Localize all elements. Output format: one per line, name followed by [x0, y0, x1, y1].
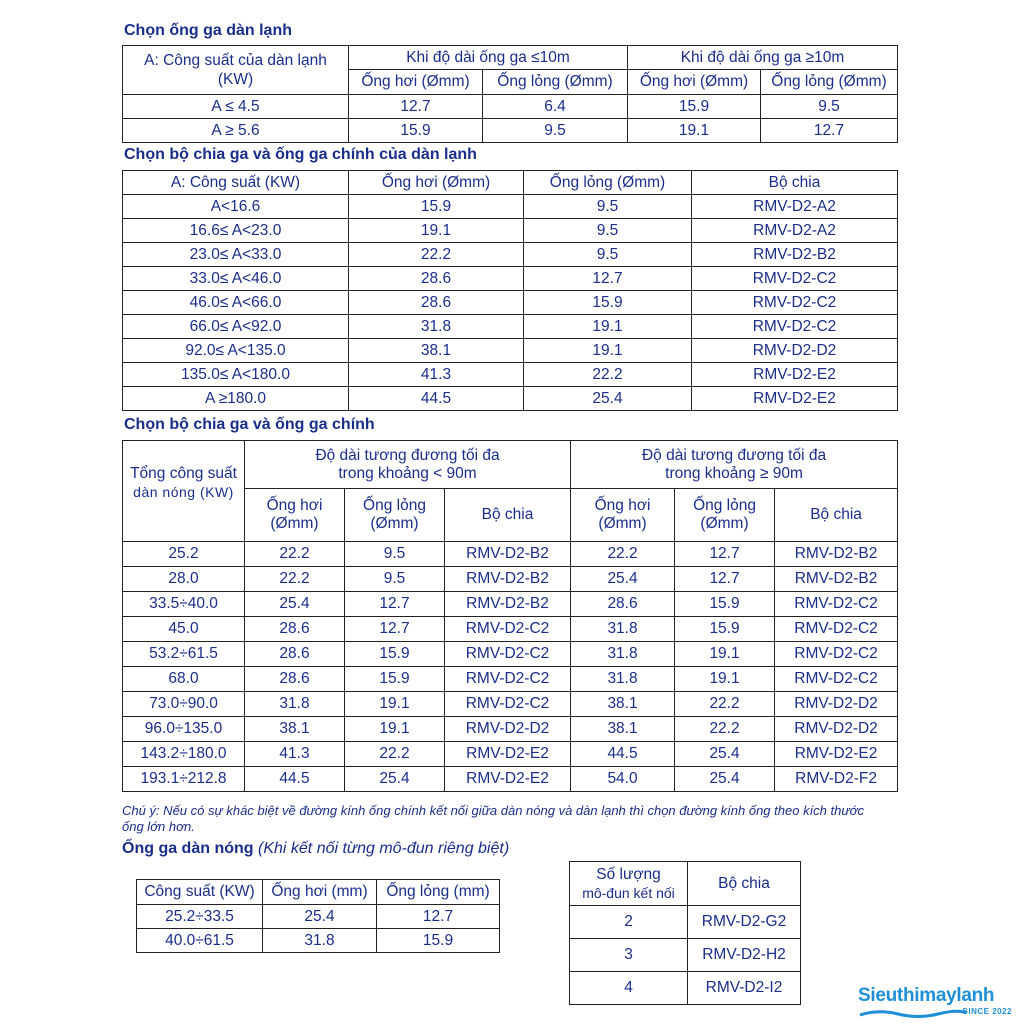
table-cell: 28.0 [123, 567, 245, 592]
table-cell: 9.5 [761, 95, 898, 119]
table-cell: RMV-D2-B2 [445, 567, 571, 592]
table-cell: 19.1 [675, 642, 775, 667]
gas-label: Ống hơi [594, 497, 651, 514]
group-a-header [245, 441, 571, 489]
table-cell: 15.9 [345, 642, 445, 667]
table-cell: 25.4 [245, 592, 345, 617]
gas-header: Ống hơi (Ømm) [349, 171, 524, 195]
section2-title: Chọn bộ chia ga và ống ga chính của dàn lạnh [124, 146, 477, 163]
table-cell: 68.0 [123, 667, 245, 692]
table-cell: RMV-D2-C2 [775, 617, 898, 642]
gas-header: Ống hơi (mm) [263, 880, 377, 905]
table-cell: RMV-D2-G2 [688, 906, 801, 939]
table-cell: 28.6 [571, 592, 675, 617]
table-cell: 45.0 [123, 617, 245, 642]
table-cell: 12.7 [349, 95, 483, 119]
table-cell: 9.5 [483, 119, 628, 143]
table-cell: 193.1÷212.8 [123, 767, 245, 792]
table-cell: 15.9 [377, 929, 500, 953]
table-cell: 4 [570, 972, 688, 1005]
table-cell: RMV-D2-E2 [445, 767, 571, 792]
table-cell: 44.5 [571, 742, 675, 767]
unit-label: (Ømm) [700, 515, 749, 532]
total-capacity-header [123, 441, 245, 542]
table-cell: RMV-D2-C2 [692, 315, 898, 339]
table-cell: 33.5÷40.0 [123, 592, 245, 617]
table-cell: RMV-D2-C2 [692, 267, 898, 291]
table-cell: 15.9 [524, 291, 692, 315]
table-cell: 92.0≤ A<135.0 [123, 339, 349, 363]
table-cell: RMV-D2-C2 [692, 291, 898, 315]
table-cell: 28.6 [349, 267, 524, 291]
liquid-header: Ống lỏng (Ømm) [483, 70, 628, 95]
table-cell: RMV-D2-E2 [775, 742, 898, 767]
table-cell: RMV-D2-E2 [692, 387, 898, 411]
group-b-header [571, 441, 898, 489]
liquid-header: Ống lỏng (Ømm) [524, 171, 692, 195]
table-cell: 12.7 [345, 617, 445, 642]
table-cell: RMV-D2-B2 [775, 567, 898, 592]
table-cell: RMV-D2-C2 [445, 692, 571, 717]
group-b-line2: trong khoảng ≥ 90m [665, 464, 803, 482]
table-cell: 19.1 [524, 339, 692, 363]
total-capacity-line2: dàn nóng (KW) [133, 484, 234, 500]
table-cell: 25.4 [345, 767, 445, 792]
table-cell: RMV-D2-I2 [688, 972, 801, 1005]
indoor-branch-table [122, 170, 898, 411]
liquid-label: Ống lỏng [693, 497, 756, 514]
module-branch-table [569, 861, 801, 1005]
table-cell: 12.7 [675, 542, 775, 567]
gas-header [571, 489, 675, 542]
liquid-label: Ống lỏng [363, 497, 426, 514]
group-b-line1: Độ dài tương đương tối đa [641, 446, 827, 464]
table-cell: RMV-D2-C2 [445, 617, 571, 642]
table-cell: RMV-D2-E2 [692, 363, 898, 387]
selection-note: Chú ý: Nếu có sự khác biệt về đường kính ống chính kết nối giữa dàn nóng và dàn lạnh thì chọn đường kính ống theo kích thước ống lớn hơn. [122, 803, 864, 834]
brand-logo-text: Sieuthimaylanh [858, 985, 995, 1006]
brand-since: SINCE 2022 [962, 1007, 1012, 1016]
table-cell: 12.7 [761, 119, 898, 143]
section4-subtitle: (Khi kết nối từng mô-đun riêng biệt) [258, 840, 510, 857]
table-cell: 19.1 [349, 219, 524, 243]
table-cell: 15.9 [675, 592, 775, 617]
table-cell: RMV-D2-A2 [692, 195, 898, 219]
gas-header [245, 489, 345, 542]
module-count-header [570, 862, 688, 906]
table-cell: 44.5 [349, 387, 524, 411]
table-cell: 31.8 [263, 929, 377, 953]
capacity-header: A: Công suất của dàn lạnh (KW) [123, 46, 349, 95]
outdoor-branch-table [122, 440, 898, 792]
table-cell: 3 [570, 939, 688, 972]
unit-label: (Ømm) [270, 515, 319, 532]
table-cell: 40.0÷61.5 [137, 929, 263, 953]
table-cell: 25.4 [263, 905, 377, 929]
table-cell: 22.2 [345, 742, 445, 767]
table-cell: 44.5 [245, 767, 345, 792]
table-cell: 41.3 [245, 742, 345, 767]
liquid-header: Ống lỏng (mm) [377, 880, 500, 905]
liquid-header [675, 489, 775, 542]
liquid-header: Ống lỏng (Ømm) [761, 70, 898, 95]
table-cell: 15.9 [349, 119, 483, 143]
module-count-line2: mô-đun kết nối [582, 884, 675, 901]
table-cell: 22.2 [245, 567, 345, 592]
group-a-line2: trong khoảng < 90m [338, 464, 477, 482]
table-cell: 96.0÷135.0 [123, 717, 245, 742]
table-cell: RMV-D2-B2 [445, 542, 571, 567]
table-cell: 66.0≤ A<92.0 [123, 315, 349, 339]
table-cell: 31.8 [571, 642, 675, 667]
table-cell: RMV-D2-C2 [445, 667, 571, 692]
table-cell: RMV-D2-B2 [692, 243, 898, 267]
total-capacity-line1: Tổng công suất [130, 465, 237, 482]
table-cell: 25.2 [123, 542, 245, 567]
table-cell: A ≤ 4.5 [123, 95, 349, 119]
table-cell: 9.5 [345, 567, 445, 592]
table-cell: RMV-D2-A2 [692, 219, 898, 243]
table-cell: 54.0 [571, 767, 675, 792]
table-cell: 23.0≤ A<33.0 [123, 243, 349, 267]
table-cell: 6.4 [483, 95, 628, 119]
table-cell: 15.9 [628, 95, 761, 119]
capacity-header: A: Công suất (KW) [123, 171, 349, 195]
table-cell: 38.1 [571, 692, 675, 717]
table-cell: 9.5 [524, 195, 692, 219]
table-cell: 31.8 [349, 315, 524, 339]
table-cell: 2 [570, 906, 688, 939]
table-cell: RMV-D2-D2 [445, 717, 571, 742]
branch-header: Bộ chia [688, 862, 801, 906]
table-cell: 9.5 [524, 243, 692, 267]
gas-header: Ống hơi (Ømm) [628, 70, 761, 95]
table-cell: 38.1 [245, 717, 345, 742]
table-cell: 15.9 [345, 667, 445, 692]
section4-title: Ống ga dàn nóng [122, 840, 254, 857]
section1-title: Chọn ống ga dàn lạnh [124, 22, 292, 39]
table-cell: 12.7 [377, 905, 500, 929]
table-cell: 25.4 [675, 742, 775, 767]
indoor-pipe-table [122, 45, 898, 143]
table-cell: RMV-D2-F2 [775, 767, 898, 792]
group-long-header: Khi độ dài ống ga ≥10m [628, 46, 898, 70]
capacity-header: Công suất (KW) [137, 880, 263, 905]
table-cell: 19.1 [345, 717, 445, 742]
table-cell: 15.9 [349, 195, 524, 219]
branch-header: Bộ chia [692, 171, 898, 195]
table-cell: RMV-D2-C2 [445, 642, 571, 667]
unit-label: (Ømm) [370, 515, 419, 532]
table-cell: 143.2÷180.0 [123, 742, 245, 767]
table-cell: 19.1 [628, 119, 761, 143]
table-cell: 15.9 [675, 617, 775, 642]
table-cell: 22.2 [675, 692, 775, 717]
table-cell: 12.7 [345, 592, 445, 617]
table-cell: 41.3 [349, 363, 524, 387]
wave-icon [858, 1009, 968, 1019]
table-cell: 46.0≤ A<66.0 [123, 291, 349, 315]
table-cell: 28.6 [245, 642, 345, 667]
table-cell: 38.1 [571, 717, 675, 742]
table-cell: 135.0≤ A<180.0 [123, 363, 349, 387]
table-cell: RMV-D2-B2 [445, 592, 571, 617]
table-cell: A<16.6 [123, 195, 349, 219]
table-cell: RMV-D2-C2 [775, 592, 898, 617]
table-cell: RMV-D2-C2 [775, 667, 898, 692]
table-cell: RMV-D2-E2 [445, 742, 571, 767]
table-cell: 25.4 [524, 387, 692, 411]
branch-header: Bộ chia [775, 489, 898, 542]
group-short-header: Khi độ dài ống ga ≤10m [349, 46, 628, 70]
table-cell: 31.8 [245, 692, 345, 717]
table-cell: 25.4 [675, 767, 775, 792]
group-a-line1: Độ dài tương đương tối đa [315, 446, 500, 464]
section3-title: Chọn bộ chia ga và ống ga chính [124, 416, 375, 433]
table-cell: RMV-D2-H2 [688, 939, 801, 972]
table-cell: 31.8 [571, 667, 675, 692]
table-cell: A ≥ 5.6 [123, 119, 349, 143]
table-cell: A ≥180.0 [123, 387, 349, 411]
table-cell: 16.6≤ A<23.0 [123, 219, 349, 243]
table-cell: 28.6 [245, 617, 345, 642]
table-cell: 25.2÷33.5 [137, 905, 263, 929]
unit-label: (Ømm) [598, 515, 647, 532]
brand-logo [858, 985, 1018, 1021]
table-cell: 28.6 [245, 667, 345, 692]
table-cell: RMV-D2-D2 [692, 339, 898, 363]
table-cell: 22.2 [349, 243, 524, 267]
table-cell: 12.7 [524, 267, 692, 291]
table-cell: 28.6 [349, 291, 524, 315]
table-cell: RMV-D2-C2 [775, 642, 898, 667]
table-cell: 22.2 [675, 717, 775, 742]
table-cell: RMV-D2-D2 [775, 717, 898, 742]
table-cell: 25.4 [571, 567, 675, 592]
table-cell: 31.8 [571, 617, 675, 642]
gas-label: Ống hơi [266, 497, 323, 514]
table-cell: 12.7 [675, 567, 775, 592]
table-cell: 22.2 [524, 363, 692, 387]
table-cell: 19.1 [345, 692, 445, 717]
branch-header: Bộ chia [445, 489, 571, 542]
table-cell: RMV-D2-D2 [775, 692, 898, 717]
gas-header: Ống hơi (Ømm) [349, 70, 483, 95]
table-cell: 22.2 [571, 542, 675, 567]
section4-heading [122, 840, 509, 858]
liquid-header [345, 489, 445, 542]
table-cell: RMV-D2-B2 [775, 542, 898, 567]
module-count-line1: Số lượng [596, 865, 661, 883]
table-cell: 53.2÷61.5 [123, 642, 245, 667]
table-cell: 9.5 [524, 219, 692, 243]
table-cell: 9.5 [345, 542, 445, 567]
table-cell: 73.0÷90.0 [123, 692, 245, 717]
table-cell: 22.2 [245, 542, 345, 567]
table-cell: 19.1 [675, 667, 775, 692]
table-cell: 33.0≤ A<46.0 [123, 267, 349, 291]
outdoor-pipe-table [136, 879, 500, 953]
table-cell: 19.1 [524, 315, 692, 339]
table-cell: 38.1 [349, 339, 524, 363]
